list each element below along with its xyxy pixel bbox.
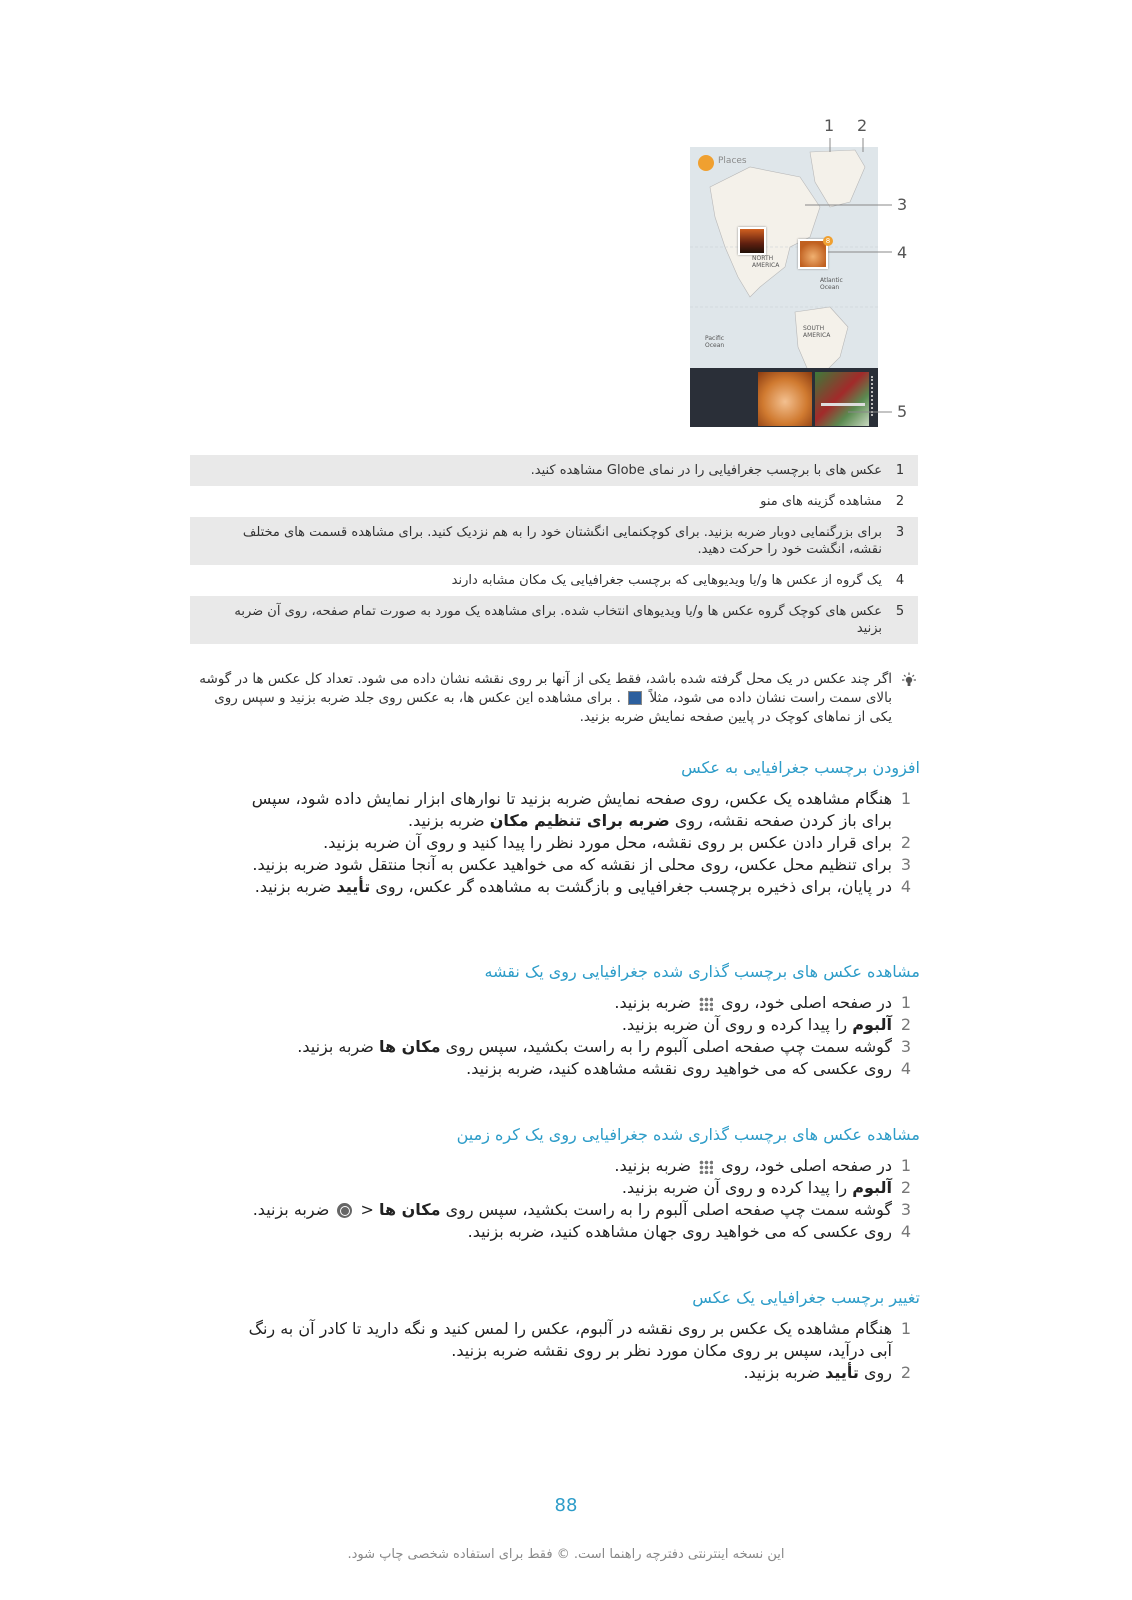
thumbnail-strip [690, 368, 878, 427]
step-text: هنگام مشاهده یک عکس بر روی نقشه در آلبوم، عکس را لمس کنید و نگه دارید تا کادر آن به رنگ آبی درآید، سپس بر روی مکان مورد نظر بر روی نقشه ضربه بزنید. [248, 1319, 892, 1360]
ui-term: تأیید [825, 1363, 859, 1382]
step-text: روی عکسی که می خواهید روی جهان مشاهده کنید، ضربه بزنید. [467, 1222, 892, 1241]
section-title-change-geotag: تغییر برچسب جغرافیایی یک عکس [692, 1288, 920, 1307]
step-text [230, 1362, 892, 1384]
step-item [230, 854, 920, 876]
step-text: برای قرار دادن عکس بر روی نقشه، محل مورد نظر را پیدا کنید و روی آن ضربه بزنید. [323, 833, 892, 852]
map-label-north-america: NORTH AMERICA [752, 255, 780, 269]
step-number: 2 [900, 1178, 912, 1197]
step-number: 1 [900, 1319, 912, 1338]
step-text-a: گوشه سمت چپ صفحه اصلی آلبوم را به راست بکشید، سپس روی [440, 1200, 892, 1219]
steps-view-on-map [230, 992, 920, 1080]
legend-number: 5 [895, 604, 905, 619]
places-app-label: Places [718, 156, 747, 166]
step-item [230, 1014, 920, 1036]
strip-thumbnail-flower[interactable] [815, 372, 869, 426]
step-text [230, 876, 892, 898]
step-text-c: ضربه بزنید. [614, 1156, 697, 1175]
step-text [230, 1014, 892, 1036]
legend-text: برای بزرگنمایی دوبار ضربه بزنید. برای کوچکنمایی انگشتان خود را به هم نزدیک کنید. برای مشاهده قسمت های مختلف نقشه، انگشت خود را حرکت دهید. [242, 525, 882, 557]
steps-view-on-globe [230, 1155, 920, 1243]
legend-row [190, 596, 918, 644]
step-text-d: ضربه بزنید. [252, 1200, 335, 1219]
step-text [230, 1199, 892, 1221]
step-item [230, 1199, 920, 1221]
step-text-a: در صفحه اصلی خود، روی [716, 1156, 892, 1175]
tip-box [190, 670, 918, 727]
places-app-icon [698, 155, 714, 171]
step-text-a: در پایان، برای ذخیره برچسب جغرافیایی و بازگشت به مشاهده گر عکس، روی [370, 877, 892, 896]
callout-3: 3 [897, 195, 908, 214]
step-text [230, 1177, 892, 1199]
legend-number: 3 [895, 525, 905, 540]
ui-term: مکان ها [378, 1200, 441, 1219]
legend-number: 1 [895, 463, 905, 478]
photo-count-example-icon [628, 691, 642, 705]
ui-term: آلبوم [852, 1015, 892, 1034]
map-label-pacific: Pacific Ocean [705, 335, 725, 349]
step-text: برای تنظیم محل عکس، روی محلی از نقشه که می خواهید عکس به آنجا منتقل شود ضربه بزنید. [252, 855, 892, 874]
legend-row [190, 486, 918, 517]
callout-2: 2 [857, 116, 868, 135]
page-number: 88 [554, 1495, 578, 1516]
ui-term: آلبوم [852, 1178, 892, 1197]
legend-number: 2 [895, 494, 905, 509]
steps-add-geotag [230, 788, 920, 898]
step-text-a: گوشه سمت چپ صفحه اصلی آلبوم را به راست بکشید، سپس روی [440, 1037, 892, 1056]
step-item [230, 832, 920, 854]
legend-row [190, 455, 918, 486]
legend-number: 4 [895, 573, 905, 588]
step-text [230, 1036, 892, 1058]
map-label-south-america: SOUTH AMERICA [803, 325, 831, 339]
legend-text: عکس های کوچک گروه عکس ها و/یا ویدیوهای انتخاب شده. برای مشاهده یک مورد به صورت تمام صفحه، روی آن ضربه بزنید [234, 604, 882, 636]
globe-icon [337, 1203, 352, 1218]
callout-legend-table [190, 455, 918, 644]
strip-scroll-bar[interactable] [821, 403, 865, 406]
step-item [230, 1036, 920, 1058]
step-number: 2 [900, 1363, 912, 1382]
step-text [230, 788, 892, 832]
step-item [230, 1177, 920, 1199]
strip-scroll-indicator [871, 376, 877, 416]
legend-text: مشاهده گزینه های منو [760, 494, 882, 509]
callout-lines [0, 0, 1132, 460]
step-item [230, 1362, 920, 1384]
step-text-c: را پیدا کرده و روی آن ضربه بزنید. [621, 1015, 853, 1034]
step-number: 4 [900, 1222, 912, 1241]
legend-row [190, 517, 918, 565]
step-text-c: را پیدا کرده و روی آن ضربه بزنید. [621, 1178, 853, 1197]
section-title-view-on-map: مشاهده عکس های برچسب گذاری شده جغرافیایی روی یک نقشه [484, 962, 920, 981]
legend-text: یک گروه از عکس ها و/یا ویدیوهایی که برچسب جغرافیایی یک مکان مشابه دارند [451, 573, 882, 588]
step-text: روی عکسی که می خواهید روی نقشه مشاهده کنید، ضربه بزنید. [466, 1059, 892, 1078]
step-number: 4 [900, 877, 912, 896]
steps-change-geotag [230, 1318, 920, 1384]
step-number: 1 [900, 993, 912, 1012]
step-number: 3 [900, 1037, 912, 1056]
legend-row [190, 565, 918, 596]
step-item [230, 876, 920, 898]
tip-text-part-1: اگر چند عکس در یک محل گرفته شده باشد، فقط یکی از آنها بر روی نقشه نشان داده می شود. تعداد کل عکس ها در گوشه بالای سمت راست نشان داده می شود، مثلاً [199, 671, 892, 706]
step-text-c: ضربه بزنید. [743, 1363, 826, 1382]
map-photo-thumbnail[interactable] [738, 227, 766, 255]
step-item [230, 1318, 920, 1362]
ui-term: تأیید [336, 877, 371, 896]
step-item [230, 788, 920, 832]
footer-note: این نسخه اینترنتی دفترچه راهنما است. © فقط برای استفاده شخصی چاپ شود. [347, 1547, 785, 1562]
step-text-a: در صفحه اصلی خود، روی [716, 993, 892, 1012]
step-number: 2 [900, 1015, 912, 1034]
step-item [230, 1155, 920, 1177]
section-title-add-geotag: افزودن برچسب جغرافیایی به عکس [681, 758, 920, 777]
step-text-c: ضربه بزنید. [297, 1037, 379, 1056]
step-text [230, 1155, 892, 1177]
apps-grid-icon [699, 1160, 713, 1174]
ui-term: مکان ها [378, 1037, 441, 1056]
callout-4: 4 [897, 243, 908, 262]
callout-5: 5 [897, 402, 908, 421]
tip-text-part-2: . برای مشاهده این عکس ها، به عکس روی جلد ضربه بزنید و سپس روی یکی از نماهای کوچک در پایین صفحه نمایش ضربه بزنید. [214, 690, 892, 725]
map-label-atlantic: Atlantic Ocean [820, 277, 843, 291]
step-text-c: ضربه بزنید. [408, 811, 490, 830]
section-title-view-on-globe: مشاهده عکس های برچسب گذاری شده جغرافیایی روی یک کره زمین [456, 1125, 920, 1144]
step-text-a: روی [858, 1363, 892, 1382]
photo-count-badge: 8 [823, 236, 833, 246]
callout-1: 1 [824, 116, 835, 135]
ui-term: ضربه برای تنظیم مکان [489, 811, 670, 830]
tip-text [190, 670, 892, 727]
step-text-c: ضربه بزنید. [254, 877, 337, 896]
step-item [230, 1058, 920, 1080]
lightbulb-icon [900, 672, 918, 690]
places-screenshot [690, 147, 878, 427]
step-item [230, 1221, 920, 1243]
strip-thumbnail-kitten[interactable] [758, 372, 812, 426]
step-text-c: < [355, 1200, 379, 1219]
step-text-a: هنگام مشاهده یک عکس، روی صفحه نمایش ضربه بزنید تا نوارهای ابزار نمایش داده شود، سپس برای باز کردن صفحه نقشه، روی [251, 789, 892, 830]
step-number: 1 [900, 789, 912, 808]
step-number: 1 [900, 1156, 912, 1175]
step-text-c: ضربه بزنید. [614, 993, 697, 1012]
legend-text: عکس های با برچسب جغرافیایی را در نمای Globe مشاهده کنید. [530, 463, 882, 478]
step-text [230, 992, 892, 1014]
step-number: 3 [900, 1200, 912, 1219]
step-number: 3 [900, 855, 912, 874]
step-number: 2 [900, 833, 912, 852]
apps-grid-icon [699, 997, 713, 1011]
step-item [230, 992, 920, 1014]
step-number: 4 [900, 1059, 912, 1078]
